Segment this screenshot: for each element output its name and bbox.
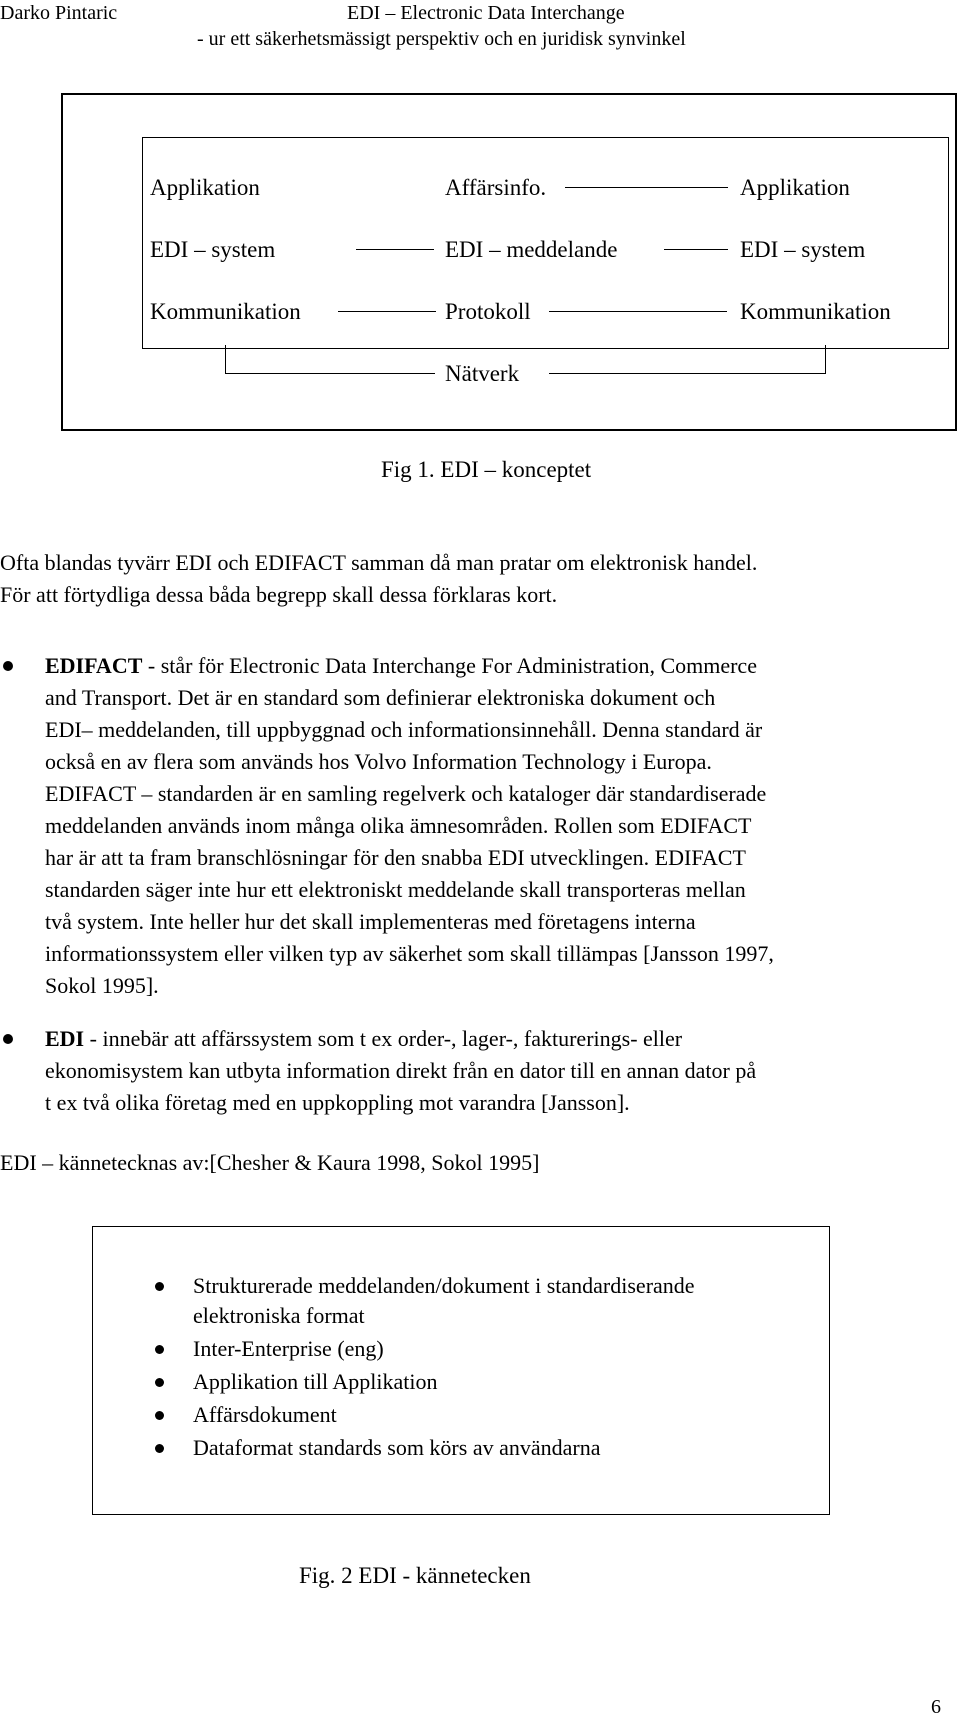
bullet-1-line-7: har är att ta fram branschlösningar för den snabba EDI utvecklingen. EDIFACT bbox=[45, 845, 746, 870]
bullet-2-line-3: t ex två olika företag med en uppkoppling mot varandra [Jansson]. bbox=[45, 1090, 630, 1115]
bullet-1-line-5: EDIFACT – standarden är en samling regelverk och kataloger där standardiserade bbox=[45, 781, 767, 806]
bullet-1-line-11: Sokol 1995]. bbox=[45, 973, 159, 998]
bullet-1-line-6: meddelanden används inom många olika ämnesområden. Rollen som EDIFACT bbox=[45, 813, 752, 838]
fig1-line-meddelande-left bbox=[356, 249, 434, 250]
fig1-line-network-left bbox=[225, 373, 435, 374]
fig1-line-meddelande-right bbox=[664, 249, 728, 250]
fig2-bullet-4 bbox=[155, 1411, 164, 1420]
fig1-line-protokoll-left bbox=[338, 311, 436, 312]
bullet-1-dot bbox=[3, 661, 13, 671]
intro-line-1: Ofta blandas tyvärr EDI och EDIFACT samman då man pratar om elektronisk handel. bbox=[0, 550, 758, 575]
bullet-1-line-8: standarden säger inte hur ett elektroniskt meddelande skall transporteras mellan bbox=[45, 877, 746, 902]
bullet-2-dot bbox=[3, 1034, 13, 1044]
fig1-line-protokoll-right bbox=[549, 311, 727, 312]
fig1-line-network-left-vert bbox=[225, 345, 226, 374]
bullet-2-line-2: ekonomisystem kan utbyta information direkt från en dator till en annan dator på bbox=[45, 1058, 757, 1083]
bullet-1-line-10: informationssystem eller vilken typ av säkerhet som skall tillämpas [Jansson 1997, bbox=[45, 941, 774, 966]
fig1-left-edi-system: EDI – system bbox=[150, 237, 276, 262]
bullet-1-line-2: and Transport. Det är en standard som definierar elektroniska dokument och bbox=[45, 685, 716, 710]
bullet-2-text bbox=[45, 1023, 945, 1119]
fig1-mid-protokoll: Protokoll bbox=[445, 299, 531, 324]
fig1-right-kommunikation: Kommunikation bbox=[740, 299, 891, 324]
fig1-natverk: Nätverk bbox=[445, 361, 520, 386]
fig1-right-applikation: Applikation bbox=[740, 175, 850, 200]
header-title: EDI – Electronic Data Interchange bbox=[347, 2, 625, 24]
figure2-frame: Strukturerade meddelanden/dokument i standardiserande elektroniska format Inter-Enterprise (eng) Applikation till Applikation Affärsdokument Dataformat standards som körs av användarna bbox=[92, 1226, 830, 1515]
fig2-bullet-2 bbox=[155, 1345, 164, 1354]
fig1-line-affarsinfo bbox=[565, 187, 728, 188]
page-number: 6 bbox=[931, 1696, 941, 1718]
fig1-mid-edi-meddelande: EDI – meddelande bbox=[445, 237, 618, 262]
fig1-left-kommunikation: Kommunikation bbox=[150, 299, 301, 324]
header-author: Darko Pintaric bbox=[0, 2, 118, 24]
fig1-line-network-right bbox=[549, 373, 826, 374]
fig1-caption: Fig 1. EDI – konceptet bbox=[381, 457, 592, 482]
bullet-1-line-1: - står för Electronic Data Interchange For Administration, Commerce bbox=[142, 653, 757, 678]
fig1-line-network-right-vert bbox=[825, 345, 826, 374]
fig1-mid-affarsinfo: Affärsinfo. bbox=[445, 175, 547, 200]
fig2-caption: Fig. 2 EDI - kännetecken bbox=[299, 1563, 531, 1588]
intro-line-2: För att förtydliga dessa båda begrepp skall dessa förklaras kort. bbox=[0, 582, 558, 607]
bullet-1-term: EDIFACT bbox=[45, 653, 143, 678]
fig1-right-edi-system: EDI – system bbox=[740, 237, 866, 262]
fig1-left-applikation: Applikation bbox=[150, 175, 260, 200]
fig2-bullet-3 bbox=[155, 1378, 164, 1387]
bullet-1-line-9: två system. Inte heller hur det skall implementeras med företagens interna bbox=[45, 909, 696, 934]
bullet-1-text bbox=[45, 650, 945, 1002]
bullet-2-term: EDI bbox=[45, 1026, 85, 1051]
fig2-bullet-5 bbox=[155, 1444, 164, 1453]
characteristics-heading: EDI – kännetecknas av:[Chesher & Kaura 1998, Sokol 1995] bbox=[0, 1150, 540, 1175]
bullet-1-line-3: EDI– meddelanden, till uppbyggnad och informationsinnehåll. Denna standard är bbox=[45, 717, 763, 742]
bullet-2-line-1: - innebär att affärssystem som t ex order-, lager-, fakturerings- eller bbox=[84, 1026, 683, 1051]
header-subtitle: - ur ett säkerhetsmässigt perspektiv och en juridisk synvinkel bbox=[197, 28, 686, 50]
fig2-bullet-1 bbox=[155, 1282, 164, 1291]
bullet-1-line-4: också en av flera som används hos Volvo Information Technology i Europa. bbox=[45, 749, 712, 774]
